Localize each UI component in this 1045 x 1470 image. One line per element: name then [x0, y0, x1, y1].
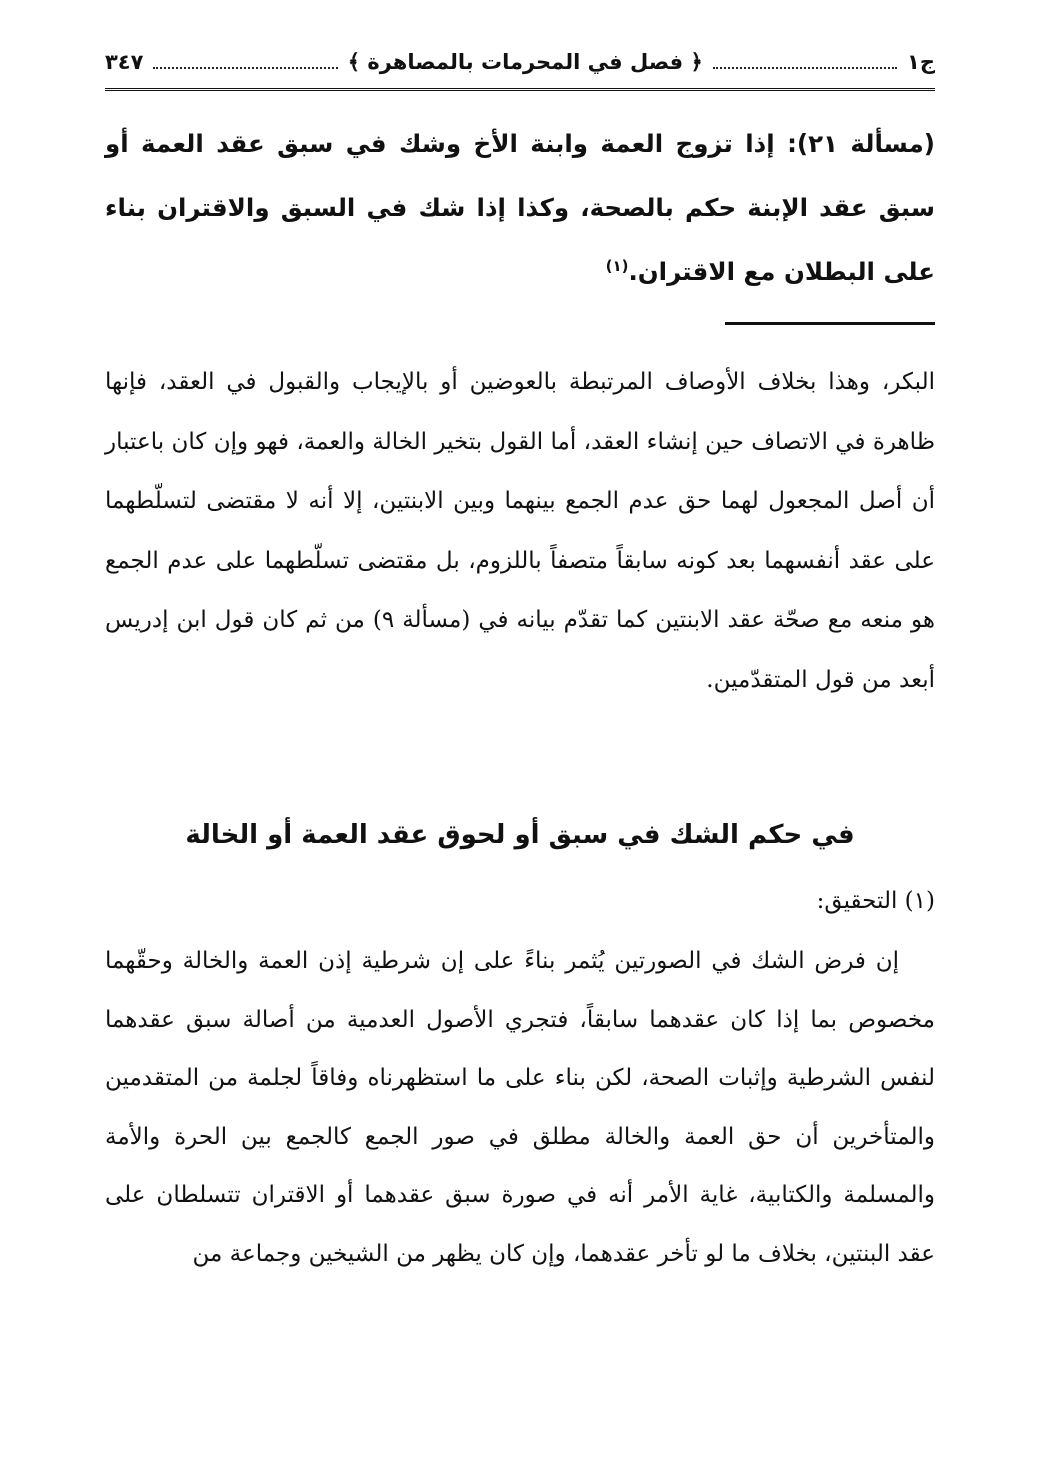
- book-page: [105, 0, 935, 1470]
- footnote-separator: [725, 322, 935, 325]
- header-dots-right: [713, 55, 897, 69]
- header-dots-left: [153, 55, 337, 69]
- header-rule: [105, 88, 935, 91]
- masala-text: (مسألة ٢١): إذا تزوج العمة وابنة الأخ وشك في سبق عقد العمة أو سبق عقد الإبنة حكم بالصحة، وكذا إذا شك في السبق والاقتران بناء على البطلان مع الاقتران.: [105, 129, 935, 286]
- chapter-title: ﴿ فصل في المحرمات بالمصاهرة ﴾: [347, 50, 703, 74]
- section-title: في حكم الشك في سبق أو لحوق عقد العمة أو الخالة: [185, 820, 855, 850]
- volume-label: ج١: [907, 50, 935, 74]
- footnote-continuation: البكر، وهذا بخلاف الأوصاف المرتبطة بالعوضين أو بالإيجاب والقبول في العقد، فإنها ظاهرة في الاتصاف حين إنشاء العقد، أما القول بتخير الخالة والعمة، فهو وإن كان باعتبار أن أصل المجعول لهما حق عدم الجمع بينهما وبين الابنتين، إلا أنه لا مقتضى لتسلّطهما على عقد أنفسهما بعد كونه سابقاً متصفاً باللزوم، بل مقتضى تسلّطهما على عدم الجمع هو منعه مع صحّة عقد الابنتين كما تقدّم بيانه في (مسألة ٩) من ثم كان قول ابن إدريس أبعد من قول المتقدّمين.: [105, 369, 936, 693]
- footnote-ref: (١): [605, 256, 629, 275]
- masala-paragraph: [105, 112, 935, 304]
- tahqiq-paragraph: [105, 932, 935, 1284]
- tahqiq-text: إن فرض الشك في الصورتين يُثمر بناءً على إن شرطية إذن العمة والخالة وحقّهما مخصوص بما إذا كان عقدهما سابقاً، فتجري الأصول العدمية من أصالة سبق عقدهما لنفس الشرطية وإثبات الصحة، لكن بناء على ما استظهرناه وفاقاً لجلمة من المتقدمين والمتأخرين أن حق العمة والخالة مطلق في صور الجمع كالجمع بين الحرة والأمة والمسلمة والكتابية، غاية الأمر أنه في صورة سبق عقدهما أو الاقتران تتسلطان على عقد البنتين، بخلاف ما لو تأخر عقدهما، وإن كان يظهر من الشيخين وجماعة من: [105, 948, 935, 1267]
- running-header: [105, 40, 935, 84]
- tahqiq-label: (١) التحقيق:: [816, 888, 935, 914]
- page-number: ٣٤٧: [104, 50, 144, 74]
